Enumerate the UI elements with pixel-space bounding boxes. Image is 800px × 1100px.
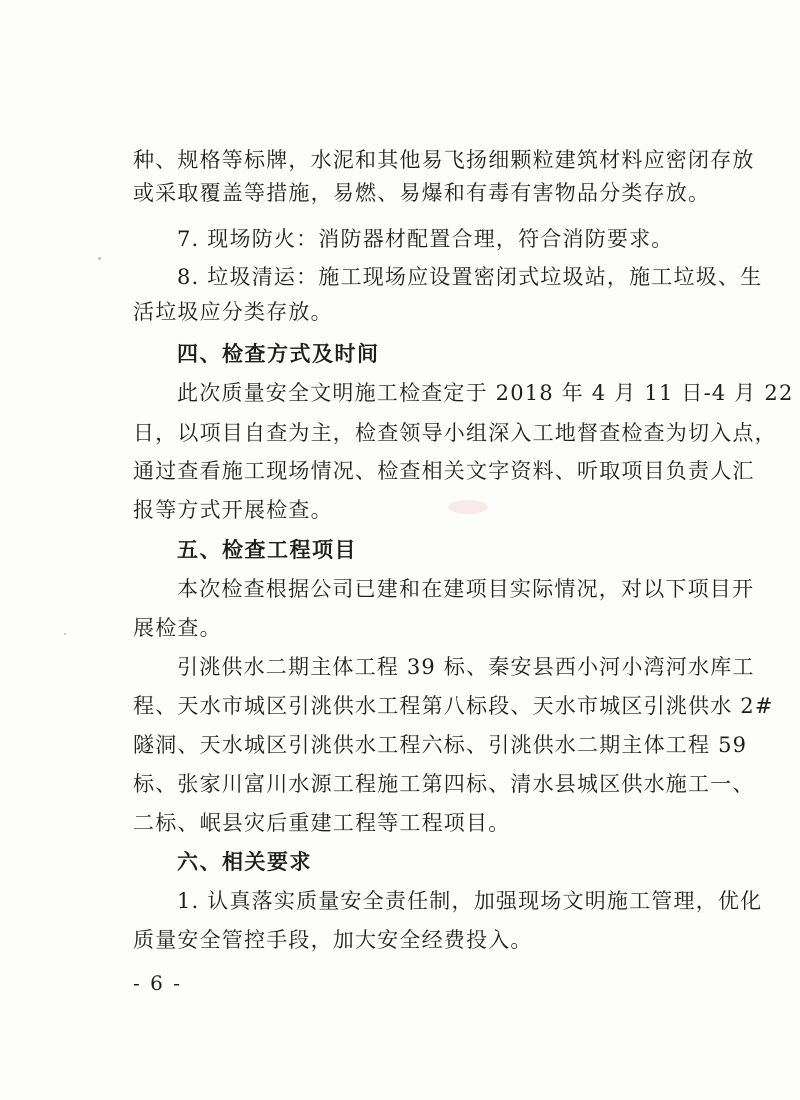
body-line-16: 隧洞、天水城区引洮供水工程六标、引洮供水二期主体工程 59 [133,733,748,757]
body-line-10: 报等方式开展检查。 [133,498,333,522]
body-line-17: 标、张家川富川水源工程施工第四标、清水县城区供水施工一、 [133,772,755,796]
body-line-2: 或采取覆盖等措施，易燃、易爆和有毒有害物品分类存放。 [133,181,711,205]
body-line-5: 活垃圾应分类存放。 [133,300,333,324]
section-heading-6: 六、相关要求 [177,850,312,874]
body-line-12: 本次检查根据公司已建和在建项目实际情况，对以下项目开 [177,577,755,601]
body-line-9: 通过查看施工现场情况、检查相关文字资料、听取项目负责人汇 [133,459,755,483]
body-line-7: 此次质量安全文明施工检查定于 2018 年 4 月 11 日-4 月 22 [177,381,794,405]
ink-smudge [448,500,488,514]
body-line-13: 展检查。 [133,616,222,640]
body-line-3: 7. 现场防火：消防器材配置合理，符合消防要求。 [177,227,674,251]
body-line-4: 8. 垃圾清运：施工现场应设置密闭式垃圾站，施工垃圾、生 [177,265,763,289]
scan-speck [98,257,101,260]
body-line-15: 程、天水市城区引洮供水工程第八标段、天水市城区引洮供水 2# [133,694,774,718]
body-line-21: 质量安全管控手段，加大安全经费投入。 [133,928,533,952]
body-line-14: 引洮供水二期主体工程 39 标、秦安县西小河小湾河水库工 [177,655,755,679]
body-line-18: 二标、岷县灾后重建工程等工程项目。 [133,811,511,835]
body-line-1: 种、规格等标牌，水泥和其他易飞扬细颗粒建筑材料应密闭存放 [133,148,755,172]
body-line-8: 日，以项目自查为主，检查领导小组深入工地督查检查为切入点， [133,421,777,445]
section-heading-5: 五、检查工程项目 [177,538,357,562]
body-line-20: 1. 认真落实质量安全责任制，加强现场文明施工管理，优化 [177,889,763,913]
scan-speck [64,633,66,635]
page-number: - 6 - [133,971,182,995]
section-heading-4: 四、检查方式及时间 [177,342,380,366]
